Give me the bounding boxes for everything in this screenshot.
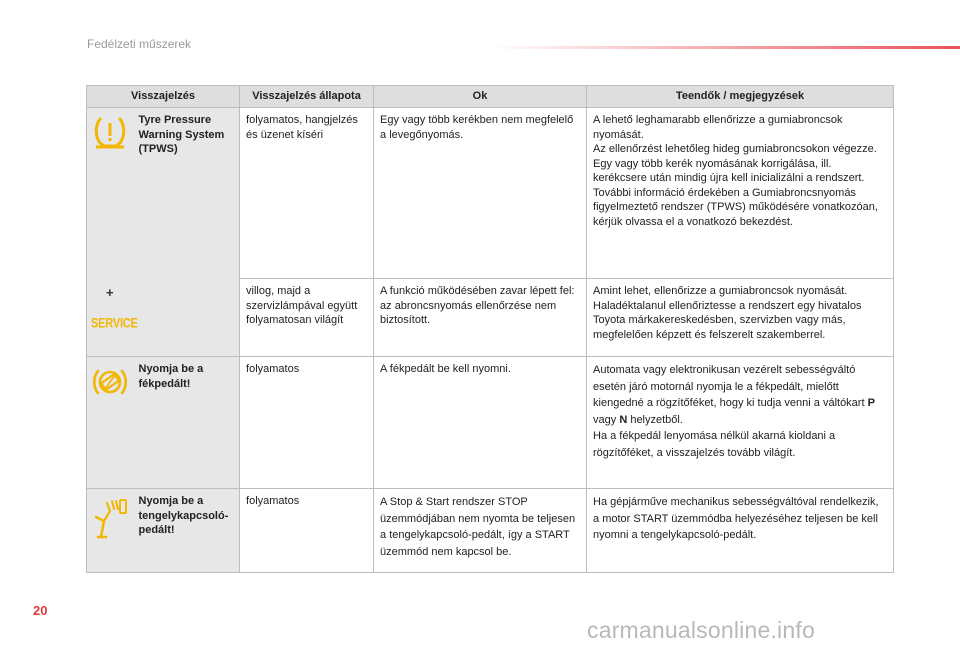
indicator-action: A lehető leghamarabb ellenőrizze a gumiabroncsok nyomását. Az ellenőrzést lehetőleg hideg gumiabroncsokon végezze. Egy vagy több kerék nyomásának korrigálása, ill. kerékcsere után mindig újra kell inicializálni a rendszert. További információ érdekében a Gumiabroncsnyomás figyelmeztető rendszer (TPWS) működésére vonatkozóan, kérjük olvassa el a vonatkozó bekezdést. [587, 108, 894, 279]
header-divider [490, 46, 960, 49]
table-row [87, 357, 894, 489]
table-row [87, 489, 894, 573]
indicator-state: folyamatos [240, 357, 374, 489]
column-header: Visszajelzés [87, 86, 240, 108]
page-number: 20 [33, 603, 48, 618]
service-warning-label: SERVICE [91, 316, 138, 332]
column-header: Ok [374, 86, 587, 108]
indicator-cause: Egy vagy több kerékben nem megfelelő a levegőnyomás. [374, 108, 587, 279]
warning-lights-table [86, 85, 894, 573]
column-header: Teendők / megjegyzések [587, 86, 894, 108]
section-title: Fedélzeti műszerek [87, 37, 192, 51]
indicator-name: Tyre Pressure Warning System (TPWS) [133, 108, 240, 357]
indicator-icon-cell [87, 108, 138, 357]
clutch-pedal-icon [92, 497, 128, 541]
plus-sign: + [106, 285, 114, 300]
indicator-icon-cell [87, 489, 133, 573]
table-header-row [87, 86, 894, 108]
gear-position-n: N [619, 413, 628, 426]
indicator-cause: A funkció működésében zavar lépett fel: az abroncsnyomás ellenőrzése nem biztosított. [374, 279, 587, 357]
column-header: Visszajelzés állapota [240, 86, 374, 108]
brake-pedal-icon [91, 367, 129, 397]
indicator-state: folyamatos [240, 489, 374, 573]
indicator-action: Amint lehet, ellenőrizze a gumiabroncsok nyomását. Haladéktalanul ellenőriztesse a rendszert egy hivatalos Toyota márkakereskedésben, szervizben vagy más, megfelelően képzett és felszerelt szakemberrel. [587, 279, 894, 357]
table-row [87, 108, 894, 279]
indicator-state: folyamatos, hangjelzés és üzenet kíséri [240, 108, 374, 279]
indicator-name: Nyomja be a fékpedált! [133, 357, 240, 489]
watermark: carmanualsonline.info [587, 617, 815, 643]
gear-position-p: P [867, 397, 875, 409]
indicator-cause: A Stop & Start rendszer STOP üzemmódjában nem nyomta be teljesen a tengelykapcsoló-pedált, így a START üzemmód nem kapcsol be. [374, 489, 587, 573]
indicator-action [587, 357, 894, 489]
indicator-icon-cell [87, 357, 133, 489]
action-text: helyzetből. Ha a fékpedál lenyomása nélkül akarná kioldani a rögzítőféket, a visszajelzés tovább világít. [593, 413, 836, 459]
tpws-warning-icon [92, 116, 128, 150]
indicator-action: Ha gépjárműve mechanikus sebességváltóval rendelkezik, a motor START üzemmódba helyezéséhez teljesen be kell nyomni a tengelykapcsoló-pedált. [587, 489, 894, 573]
indicator-state: villog, majd a szervizlámpával együtt folyamatosan világít [240, 279, 374, 357]
indicator-cause: A fékpedált be kell nyomni. [374, 357, 587, 489]
action-text: Automata vagy elektronikusan vezérelt sebességváltó esetén járó motornál nyomja le a fékpedált, mielőtt kiengedné a rögzítőféket, hogy ki tudja venni a váltókart [593, 364, 868, 409]
action-text: vagy [593, 413, 620, 426]
indicator-name: Nyomja be a tengelykapcsoló-pedált! [133, 489, 240, 573]
